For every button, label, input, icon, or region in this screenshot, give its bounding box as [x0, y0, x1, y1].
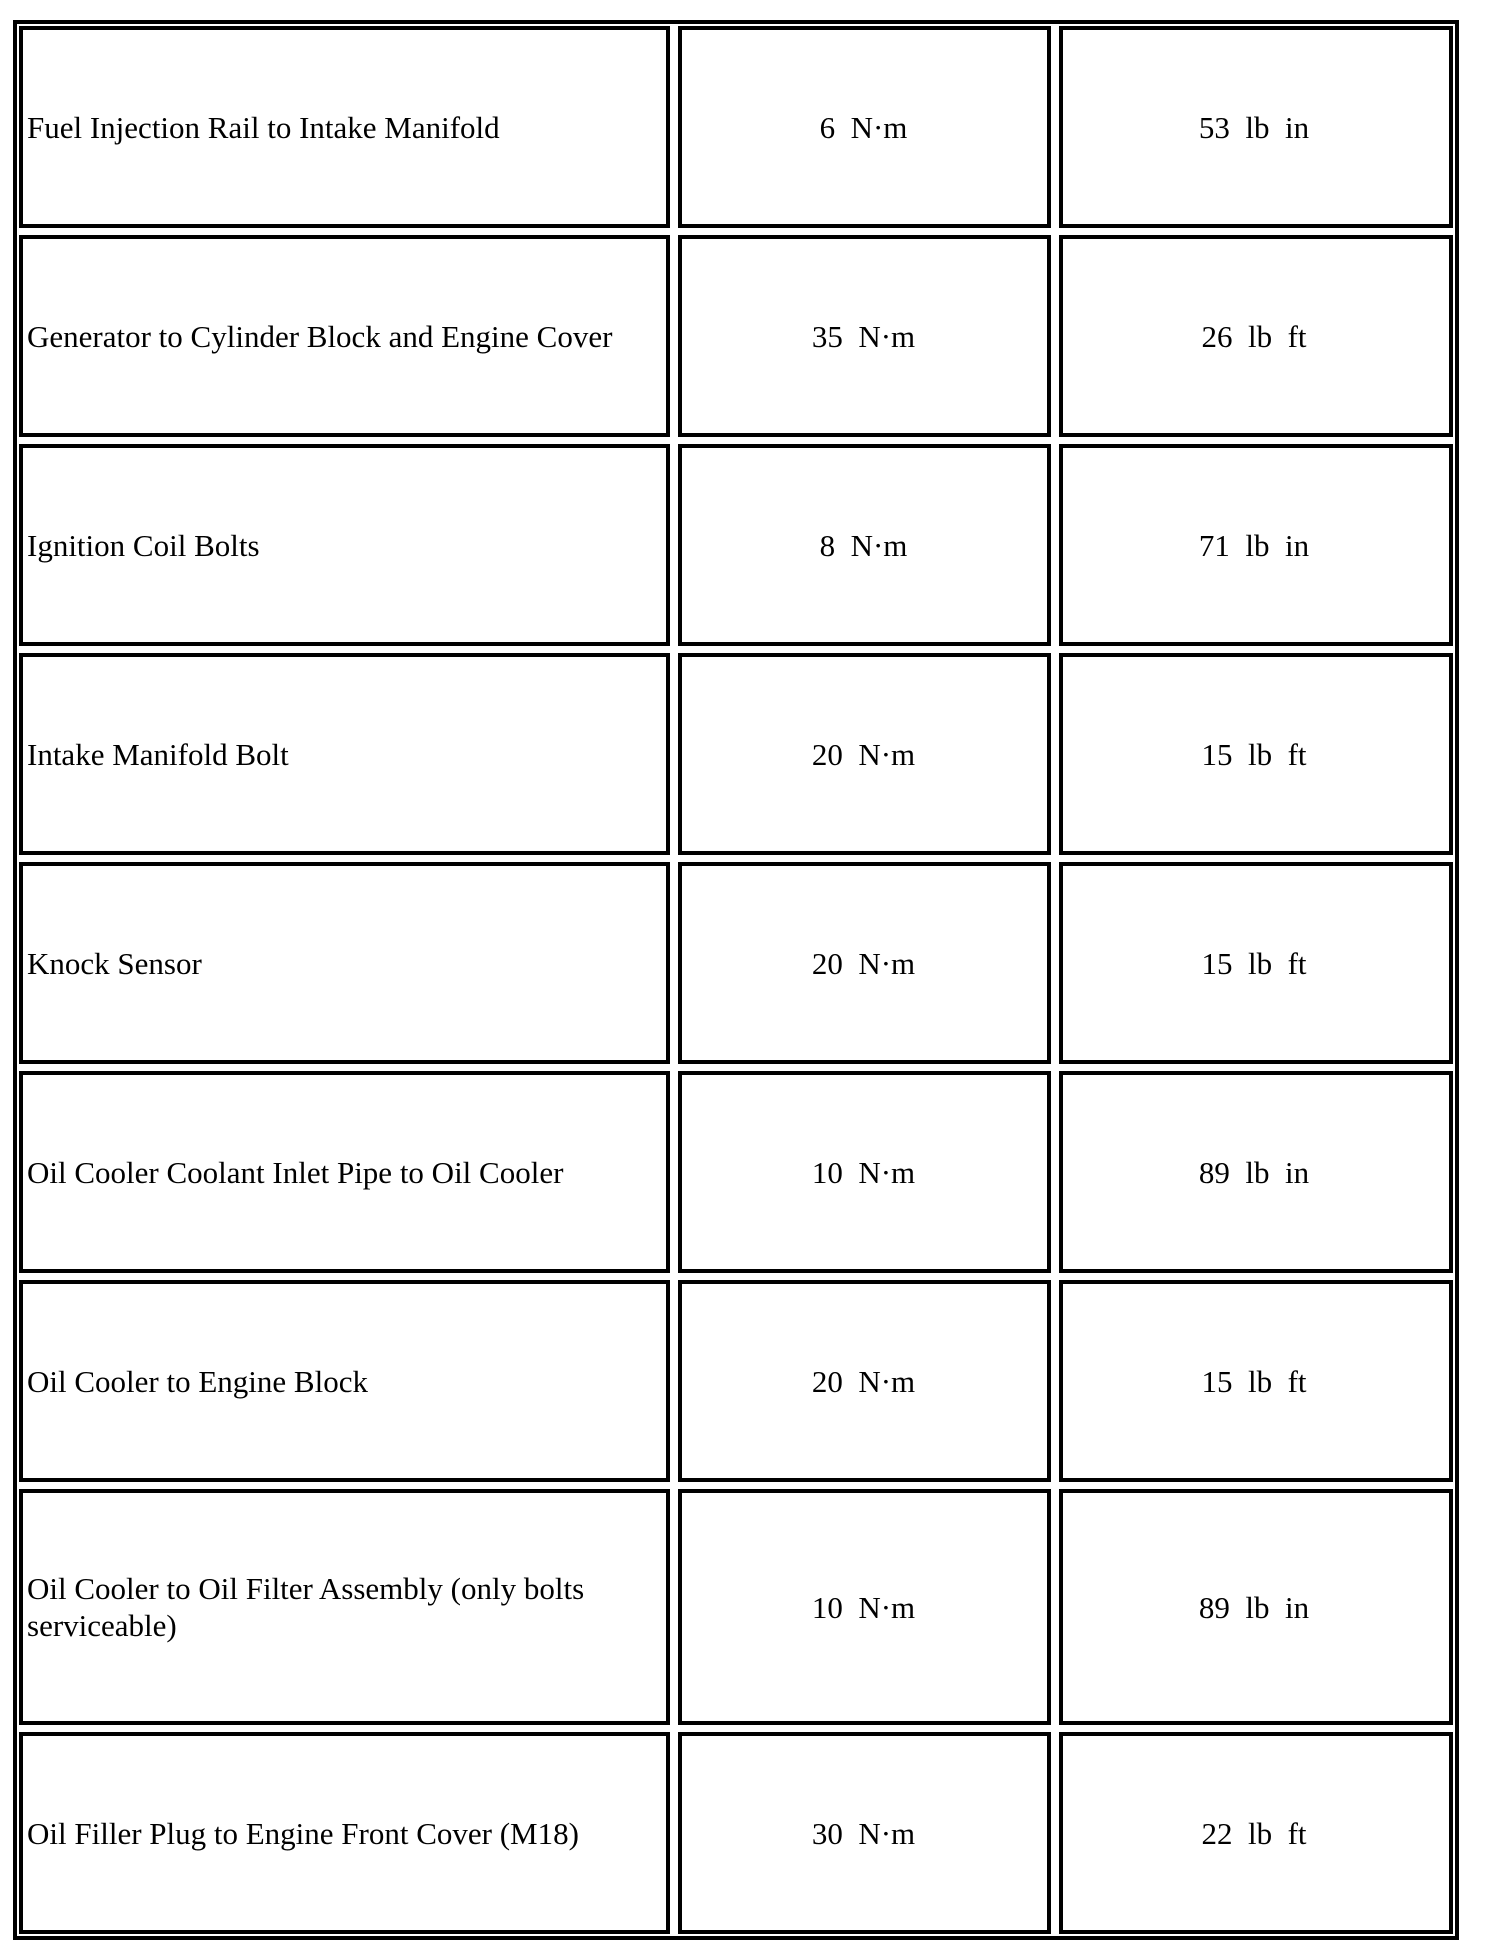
- table-cell-metric: 20 N·m: [678, 1280, 1051, 1482]
- table-cell-description: Intake Manifold Bolt: [19, 653, 670, 855]
- table-cell-description: Knock Sensor: [19, 862, 670, 1064]
- table-cell-metric: 30 N·m: [678, 1732, 1051, 1934]
- table-cell-metric: 20 N·m: [678, 862, 1051, 1064]
- table-cell-description: Ignition Coil Bolts: [19, 444, 670, 646]
- torque-spec-table: [13, 20, 1459, 1940]
- table-cell-english: 22 lb ft: [1059, 1732, 1453, 1934]
- table-cell-english: 15 lb ft: [1059, 1280, 1453, 1482]
- table-cell-metric: 6 N·m: [678, 26, 1051, 228]
- table-cell-metric: 20 N·m: [678, 653, 1051, 855]
- table-cell-description: Oil Cooler to Engine Block: [19, 1280, 670, 1482]
- table-cell-metric: 8 N·m: [678, 444, 1051, 646]
- table-cell-english: 89 lb in: [1059, 1071, 1453, 1273]
- table-cell-english: 15 lb ft: [1059, 653, 1453, 855]
- table-cell-metric: 35 N·m: [678, 235, 1051, 437]
- table-cell-description: Oil Cooler Coolant Inlet Pipe to Oil Cooler: [19, 1071, 670, 1273]
- table-cell-english: 71 lb in: [1059, 444, 1453, 646]
- table-cell-english: 89 lb in: [1059, 1489, 1453, 1725]
- table-cell-english: 26 lb ft: [1059, 235, 1453, 437]
- table-cell-description: Oil Cooler to Oil Filter Assembly (only bolts serviceable): [19, 1489, 670, 1725]
- table-cell-metric: 10 N·m: [678, 1489, 1051, 1725]
- table-cell-english: 15 lb ft: [1059, 862, 1453, 1064]
- table-cell-english: 53 lb in: [1059, 26, 1453, 228]
- torque-spec-grid: [19, 26, 1453, 1934]
- table-cell-description: Generator to Cylinder Block and Engine Cover: [19, 235, 670, 437]
- table-cell-description: Fuel Injection Rail to Intake Manifold: [19, 26, 670, 228]
- table-cell-metric: 10 N·m: [678, 1071, 1051, 1273]
- table-cell-description: Oil Filler Plug to Engine Front Cover (M18): [19, 1732, 670, 1934]
